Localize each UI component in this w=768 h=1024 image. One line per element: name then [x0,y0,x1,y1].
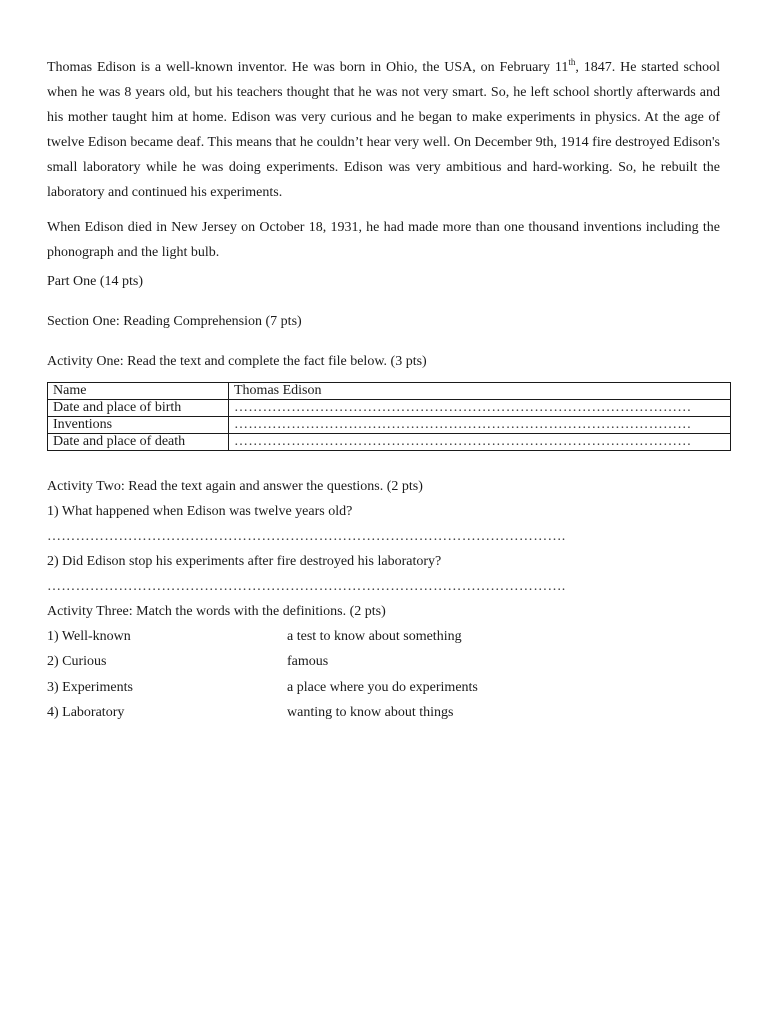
list-item [47,649,720,674]
activity-two [47,474,720,599]
passage-paragraph-2: When Edison died in New Jersey on October 18, 1931, he had made more than one thousand inventions including the phonograph and the light bulb. [47,220,720,260]
section-one-heading: Section One: Reading Comprehension (7 pts) [47,314,302,329]
fact-answer-blank[interactable]: …………………………………………………………………………………… [229,417,731,434]
activity-two-heading: Activity Two: Read the text again and answer the questions. (2 pts) [47,479,423,494]
table-row [48,417,731,434]
match-definition: famous [287,654,329,670]
passage-paragraph-1 [47,55,720,205]
list-item [47,624,720,649]
activity-three [47,599,720,725]
list-item [47,700,720,725]
fact-answer-blank[interactable]: …………………………………………………………………………………… [229,400,731,417]
answer-2-blank[interactable]: ………………………………………………………………………………………………. [47,579,566,594]
match-definition: wanting to know about things [287,704,454,720]
fact-label: Name [48,383,229,400]
passage-text-b: , 1847. He started school when he was 8 years old, but his teachers thought that he was not very smart. So, he left school shortly afterwards and his mother taught him at home. Edison was very curious and he began to make experiments in physics. At the age of twelve Edison became deaf. This means that he couldn’t hear very well. On December 9th, 1914 fire destroyed Edison's small laboratory while he was doing experiments. Edison was very ambitious and hard-working. So, he rebuilt the laboratory and continued his experiments. [47,60,720,200]
part-one-heading: Part One (14 pts) [47,274,144,289]
fact-label: Date and place of death [48,434,229,451]
ordinal-superscript: th [568,57,576,67]
list-item [47,675,720,700]
activity-three-heading: Activity Three: Match the words with the definitions. (2 pts) [47,604,386,619]
fact-label: Inventions [48,417,229,434]
table-row [48,383,731,400]
match-word: 3) Experiments [47,679,133,695]
worksheet-page [47,55,720,725]
table-row [48,434,731,451]
question-1: 1) What happened when Edison was twelve years old? [47,504,353,519]
fact-answer-blank[interactable]: …………………………………………………………………………………… [229,434,731,451]
question-2: 2) Did Edison stop his experiments after fire destroyed his laboratory? [47,554,442,569]
fact-value: Thomas Edison [229,383,731,400]
match-definition: a test to know about something [287,629,462,644]
match-word: 1) Well-known [47,629,131,644]
fact-label: Date and place of birth [48,400,229,417]
fact-file-table [47,382,731,451]
match-word: 4) Laboratory [47,704,125,720]
table-row [48,400,731,417]
activity-one-heading: Activity One: Read the text and complete the fact file below. (3 pts) [47,354,427,369]
answer-1-blank[interactable]: ………………………………………………………………………………………………. [47,529,566,544]
match-word: 2) Curious [47,654,107,670]
match-definition: a place where you do experiments [287,679,478,695]
passage-text-a: Thomas Edison is a well-known inventor. He was born in Ohio, the USA, on February 11 [47,60,569,75]
